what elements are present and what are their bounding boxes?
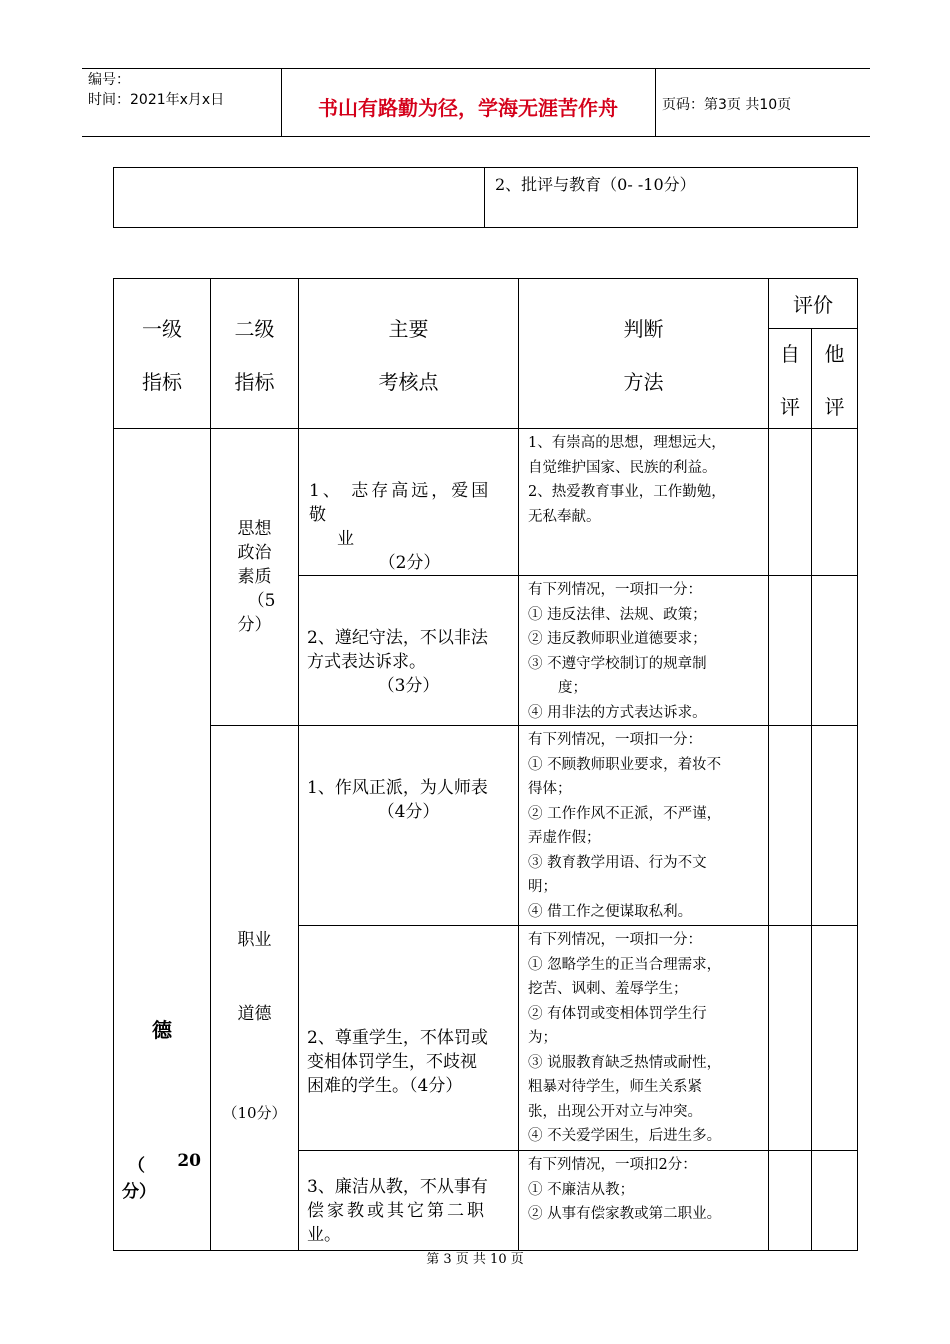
criteria-line: 有下列情况，一项扣一分： [528, 732, 702, 748]
group-name-ethics [211, 726, 299, 1251]
point-line: 2、尊重学生，不体罚或 [307, 1028, 488, 1048]
point-cell [299, 576, 519, 726]
point-cell [299, 926, 519, 1151]
other-eval-cell[interactable] [812, 926, 858, 1151]
criteria-line: ③ 不遵守学校制订的规章制 [528, 655, 707, 672]
criteria-line: ② 违反教师职业道德要求； [528, 631, 707, 647]
criteria-line: 有下列情况，一项扣一分： [528, 932, 702, 948]
header-level1-line1: 一级 [142, 316, 182, 341]
criteria-line: ③ 教育教学用语、行为不文 [528, 854, 707, 871]
self-eval-cell[interactable] [769, 429, 812, 576]
criteria-line: 自觉维护国家、民族的利益。 [528, 459, 717, 476]
self-eval-cell[interactable] [769, 576, 812, 726]
header-main-points-line1: 主要 [388, 316, 429, 341]
group-name-line: 政治 [237, 543, 272, 563]
other-eval-cell[interactable] [812, 726, 858, 926]
header-level2 [211, 279, 299, 429]
criteria-line: 2、热爱教育事业，工作勤勉， [528, 484, 726, 500]
criteria-cell [519, 1151, 769, 1251]
point-line: 困难的学生。（4分） [307, 1076, 463, 1096]
header-method-line2: 方法 [623, 369, 664, 394]
header-other-eval-line1: 他 [824, 341, 845, 366]
point-cell [299, 1151, 519, 1251]
number-label: 编号： [88, 72, 130, 88]
header-self-eval-line1: 自 [780, 341, 800, 366]
level1-score-close: 分） [122, 1182, 156, 1202]
criteria-line: ① 不廉洁从教； [528, 1181, 635, 1198]
point-line: （2分） [378, 553, 441, 573]
group-name-line: （5 [247, 591, 276, 611]
criteria-line: ② 从事有偿家教或第二职业。 [528, 1206, 722, 1222]
criteria-line: ④ 借工作之便谋取私利。 [528, 903, 693, 920]
header-other-eval [812, 329, 858, 429]
criteria-line: 有下列情况，一项扣一分： [528, 582, 702, 598]
criteria-line: ① 忽略学生的正当合理需求， [528, 956, 722, 973]
point-line: 变相体罚学生，不歧视 [307, 1052, 477, 1072]
header-main-points-line2: 考核点 [378, 369, 439, 394]
point-line: 业 [337, 529, 354, 549]
continuation-left-cell [114, 168, 485, 228]
group-name-line: 职业 [237, 930, 272, 950]
group-name-line: （10分） [222, 1104, 287, 1122]
group-name-line: 素质 [237, 567, 272, 587]
header-method-line1: 判断 [623, 316, 664, 341]
point-cell [299, 429, 519, 576]
group-name-line: 思想 [237, 519, 272, 539]
point-line: （3分） [377, 676, 440, 696]
level1-name: 德 [152, 1018, 172, 1042]
criteria-line: 无私奉献。 [528, 508, 601, 525]
header-divider [655, 68, 656, 136]
level1-score-num: 20 [177, 1151, 201, 1171]
header-self-eval-line2: 评 [780, 394, 800, 419]
level1-score-open: （ [128, 1156, 145, 1176]
point-line: 2、遵纪守法，不以非法 [307, 628, 488, 648]
criteria-line: ④ 用非法的方式表达诉求。 [528, 704, 707, 721]
point-line: 业。 [307, 1225, 341, 1245]
criteria-line: 度； [558, 680, 587, 696]
header-method [519, 279, 769, 429]
criteria-line: 明； [528, 879, 557, 895]
criteria-line: 挖苦、讽刺、羞辱学生； [528, 981, 688, 997]
criteria-cell [519, 429, 769, 576]
group-name-line: 分） [237, 615, 272, 635]
continuation-right-cell [485, 168, 858, 228]
point-line: 1、作风正派，为人师表 [307, 778, 488, 798]
other-eval-cell[interactable] [812, 576, 858, 726]
criteria-line: ③ 说服教育缺乏热情或耐性， [528, 1054, 722, 1071]
point-line: 偿家教或其它第二职 [307, 1201, 487, 1221]
point-line: 3、廉洁从教，不从事有 [307, 1177, 488, 1197]
self-eval-cell[interactable] [769, 726, 812, 926]
evaluation-table [113, 278, 858, 1251]
point-line: 1、 志存高远，爱国敬 [309, 481, 492, 525]
criteria-line: ② 工作作风不正派，不严谨， [528, 805, 722, 822]
self-eval-cell[interactable] [769, 926, 812, 1151]
header-meta [88, 70, 224, 110]
criteria-line: 有下列情况，一项扣2分： [528, 1157, 697, 1173]
header-page-label: 页码：第3页 共10页 [662, 97, 792, 113]
criteria-line: 张，出现公开对立与冲突。 [528, 1103, 702, 1120]
criteria-cell [519, 726, 769, 926]
point-cell [299, 726, 519, 926]
header-level2-line2: 指标 [234, 369, 275, 394]
other-eval-cell[interactable] [812, 1151, 858, 1251]
other-eval-cell[interactable] [812, 429, 858, 576]
header-level2-line1: 二级 [234, 316, 275, 341]
header-other-eval-line2: 评 [824, 394, 845, 419]
header-evaluation: 评价 [769, 279, 858, 329]
header-self-eval [769, 329, 812, 429]
criteria-line: 粗暴对待学生，师生关系紧 [528, 1079, 702, 1095]
criteria-cell [519, 926, 769, 1151]
point-line: （4分） [377, 802, 440, 822]
criteria-line: ④ 不关爱学困生，后进生多。 [528, 1128, 722, 1144]
criteria-line: 1、有崇高的思想，理想远大， [528, 435, 726, 451]
group-name-politics [211, 429, 299, 726]
group-name-line: 道德 [237, 1004, 272, 1024]
header-level1 [114, 279, 211, 429]
criteria-line: ① 不顾教师职业要求，着妆不 [528, 756, 722, 773]
page-footer: 第 3 页 共 10 页 [426, 1252, 524, 1267]
header-top-rule [82, 68, 870, 69]
continuation-table [113, 167, 858, 228]
point-line: 方式表达诉求。 [307, 652, 426, 672]
criteria-line: ② 有体罚或变相体罚学生行 [528, 1005, 707, 1022]
criteria-line: 得体； [528, 781, 572, 797]
criteria-line: 为； [528, 1030, 557, 1046]
header-main-points [299, 279, 519, 429]
header-motto: 书山有路勤为径，学海无涯苦作舟 [318, 96, 618, 120]
criteria-cell [519, 576, 769, 726]
criteria-line: ① 违反法律、法规、政策； [528, 606, 707, 623]
header-level1-line2: 指标 [142, 369, 182, 394]
time-label: 时间：2021年x月x日 [88, 92, 225, 108]
criticism-text: 2、批评与教育（0- -10分） [495, 175, 696, 194]
self-eval-cell[interactable] [769, 1151, 812, 1251]
header-bottom-rule [82, 136, 870, 137]
criteria-line: 弄虚作假； [528, 830, 601, 846]
level1-cell [114, 429, 211, 1251]
